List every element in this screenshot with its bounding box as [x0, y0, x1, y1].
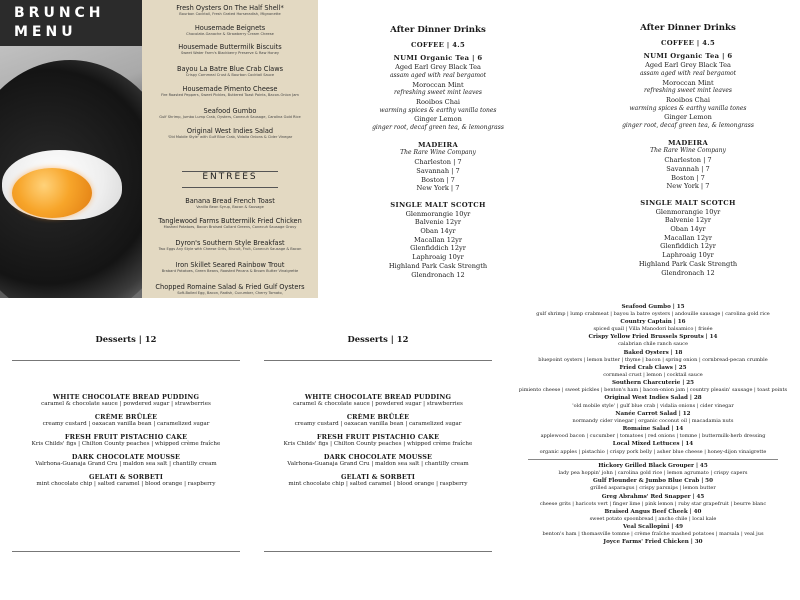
dessert-name: WHITE CHOCOLATE BREAD PUDDING	[304, 393, 452, 401]
drinks-coffee: COFFEE | 4.5	[411, 40, 465, 49]
dinner-item-desc: applewood bacon | cucumber | tomatoes | red onions | tomme | buttermilk-herb dressing	[540, 433, 766, 440]
tea-name: Rooibos Chai	[415, 97, 460, 106]
madeira-item: New York | 7	[666, 182, 710, 191]
madeira-heading: MADEIRA	[417, 140, 459, 149]
brunch-item-desc: Gulf Shrimp, Jumbo Lump Crab, Oysters, Conecuh Sausage, Carolina Gold Rice	[159, 115, 301, 119]
scotch-item: Laphroaig 10yr	[412, 253, 464, 262]
desserts-list	[260, 388, 496, 488]
drinks-title: After Dinner Drinks	[390, 25, 486, 35]
dinner-item-desc: 'old mobile style' | gulf blue crab | vidalia onions | cider vinegar	[572, 402, 734, 409]
brunch-item	[142, 24, 318, 37]
dinner-item-name: Seafood Gumbo | 15	[621, 303, 685, 310]
entree-item	[142, 197, 318, 210]
entree-item-desc: Soft-Boiled Egg, Bacon, Radish, Cucumber, Cherry Tomato,	[177, 291, 283, 295]
desserts-rule-bottom	[12, 551, 240, 552]
tea-note: refreshing sweet mint leaves	[393, 89, 483, 97]
tea-name: Aged Earl Grey Black Tea	[645, 61, 731, 70]
scotch-item: Oban 14yr	[670, 225, 706, 234]
entree-item-name: Iron Skillet Seared Rainbow Trout	[175, 261, 285, 269]
scotch-item: Balvenie 12yr	[414, 218, 462, 227]
dessert-name: CRÈME BRÛLÉE	[94, 413, 158, 421]
scotch-item: Glenmorangie 10yr	[655, 207, 721, 216]
desserts-menu-copy	[260, 330, 496, 560]
brunch-item-desc: Crispy Cornmeal Crust & Bourbon Cocktail Sauce	[185, 73, 275, 77]
dessert-name: DARK CHOCOLATE MOUSSE	[323, 453, 433, 461]
dessert-name: GELATI & SORBETI	[340, 473, 416, 481]
brunch-item-name: Housemade Pimento Cheese	[182, 85, 278, 93]
desserts-rule-top	[264, 360, 492, 361]
scotch-item: Glenfiddich 12yr	[410, 244, 466, 253]
brunch-item	[142, 107, 318, 120]
dinner-item-desc: bluepoint oysters | lemon butter | thyme | bacon | spring onion | cornbread-pecan crumble	[538, 356, 768, 363]
entree-item-name: Tanglewood Farms Buttermilk Fried Chicken	[158, 217, 302, 225]
dinner-item-desc: normandy cider vinegar | organic coconut oil | macadamia nuts	[572, 417, 734, 424]
dinner-item-desc: cheese grits | haricots vert | finger lime | pink lemon | ruby star grapefruit | beurre blanc	[539, 500, 767, 507]
dessert-desc: Kris Childs' figs | Chilton County peaches | whipped crème fraîche	[283, 441, 473, 447]
dinner-item-desc: cornmeal crust | lemon | cocktail sauce	[603, 372, 703, 379]
brunch-item-desc: Fire Roasted Peppers, Sweet Pickles, Buttered Toast Points, Bacon-Onion Jam	[161, 93, 299, 97]
dinner-item-desc: lady pea hoppin' john | carolina gold rice | lemon agrumato | crispy capers	[558, 470, 748, 477]
brunch-item	[142, 127, 318, 140]
desserts-menu	[8, 330, 244, 560]
scotch-item: Glenmorangie 10yr	[405, 209, 471, 218]
dinner-item-name: Southern Charcuterie | 25	[611, 380, 695, 387]
madeira-item: Boston | 7	[671, 173, 705, 182]
dinner-item-name: Gulf Flounder & Jumbo Blue Crab | 50	[593, 478, 713, 485]
brunch-item-desc: 'Old Mobile Style' with Gulf Blue Crab, Vidalia Onions & Cider Vinegar	[167, 135, 293, 139]
dinner-item-name: Crispy Yellow Fried Brussels Sprouts | 14	[588, 334, 718, 341]
scotch-item: Oban 14yr	[420, 227, 456, 236]
tea-note: refreshing sweet mint leaves	[643, 87, 733, 95]
dinner-item-name: Veal Scallopini | 49	[622, 524, 684, 531]
brunch-item-name: Housemade Buttermilk Biscuits	[178, 43, 282, 51]
dessert-name: FRESH FRUIT PISTACHIO CAKE	[64, 433, 188, 441]
tea-note: assam aged with real bergamot	[389, 71, 487, 79]
brunch-item-desc: Sweet Water Farm's Blackberry Preserve & Raw Honey	[180, 51, 280, 55]
tea-name: Moroccan Mint	[412, 80, 464, 89]
dinner-item-desc: spiced quail | Villa Manodori balsamico | frisée	[593, 326, 713, 333]
dinner-item-name: Braised Angus Beef Cheek | 40	[604, 508, 702, 515]
brunch-item-desc: Bourbon Cocktail, Fresh Grated Horseradish, Mignonette	[179, 12, 281, 16]
entree-item-desc: Two Eggs Any Style with Cheese Grits, Biscuit, Fruit, Conecuh Sausage & Bacon	[158, 247, 302, 251]
entree-item-desc: Vanilla Bean Syrup, Bacon & Sausage	[196, 205, 264, 209]
brunch-item-name: Housemade Beignets	[194, 24, 266, 32]
brunch-item-name: Seafood Gumbo	[203, 107, 257, 115]
entree-item-name: Chopped Romaine Salad & Fried Gulf Oysters	[155, 283, 305, 291]
brunch-menu	[0, 0, 318, 298]
desserts-title: Desserts | 12	[347, 334, 409, 344]
entree-item	[142, 217, 318, 230]
brunch-title	[14, 4, 105, 42]
dinner-item-desc: gulf shrimp | lump crabmeat | bayou la batre oysters | andouille sausage | carolina gold rice	[536, 310, 770, 317]
dessert-desc: caramel & chocolate sauce | powdered sugar | strawberries	[41, 401, 211, 407]
entree-item-name: Banana Bread French Toast	[185, 197, 275, 205]
brunch-title-line2: MENU	[14, 24, 77, 40]
entree-item-desc: Mashed Potatoes, Bacon Braised Collard Greens, Conecuh Sausage Gravy	[163, 225, 297, 229]
dessert-desc: mint chocolate chip | salted caramel | blood orange | raspberry	[36, 481, 216, 487]
tea-name: Aged Earl Grey Black Tea	[395, 63, 481, 72]
dinner-item-name: Local Mixed Lettuces | 14	[612, 441, 694, 448]
dinner-item-name: Hickory Grilled Black Grouper | 45	[598, 462, 708, 469]
desserts-title: Desserts | 12	[95, 334, 157, 344]
entree-item	[142, 239, 318, 252]
madeira-item: Charleston | 7	[414, 158, 462, 167]
dinner-item-name: Nanée Carrot Salad | 12	[615, 410, 691, 417]
dessert-name: FRESH FRUIT PISTACHIO CAKE	[316, 433, 440, 441]
entree-item-name: Dyron's Southern Style Breakfast	[175, 239, 285, 247]
egg-yolk-shape	[12, 168, 92, 218]
scotch-item: Laphroaig 10yr	[662, 251, 714, 260]
tea-name: Ginger Lemon	[414, 115, 462, 124]
desserts-list	[8, 388, 244, 488]
dinner-item-desc: benton's ham | thomasville tomme | crème fraîche mashed potatoes | marsala | veal jus	[542, 531, 764, 538]
scotch-heading: SINGLE MALT SCOTCH	[640, 198, 736, 207]
dessert-desc: mint chocolate chip | salted caramel | blood orange | raspberry	[288, 481, 468, 487]
dessert-name: CRÈME BRÛLÉE	[346, 413, 410, 421]
tea-note: warming spices & earthy vanilla tones	[629, 104, 747, 112]
brunch-item-list	[142, 0, 318, 298]
madeira-house: The Rare Wine Company	[400, 149, 476, 157]
dessert-desc: caramel & chocolate sauce | powdered sugar | strawberries	[293, 401, 463, 407]
scotch-item: Macallan 12yr	[663, 233, 713, 242]
dinner-item-name: Romaine Salad | 14	[622, 426, 684, 433]
drinks-menu-copy	[578, 20, 798, 277]
entree-item	[142, 261, 318, 274]
tea-name: Moroccan Mint	[662, 78, 714, 87]
dessert-desc: creamy custard | oaxacan vanilla bean | caramelized sugar	[294, 421, 462, 427]
drinks-tea-heading: NUMI Organic Tea | 6	[393, 54, 483, 63]
brunch-item-name: Fresh Oysters On The Half Shell*	[176, 4, 284, 12]
madeira-item: Savannah | 7	[416, 166, 460, 175]
drinks-menu	[328, 22, 548, 279]
scotch-item: Highland Park Cask Strength	[638, 259, 738, 268]
dinner-item-name: Country Captain | 16	[620, 318, 686, 325]
dinner-item-desc: grilled asparagus | crispy parsnips | lemon butter	[590, 485, 716, 492]
dinner-section-rule	[528, 459, 778, 460]
brunch-title-line1: BRUNCH	[14, 5, 105, 21]
tea-name: Ginger Lemon	[664, 113, 712, 122]
brunch-title-box	[0, 0, 142, 46]
tea-note: ginger root, decaf green tea, & lemongrass	[372, 124, 504, 132]
brunch-item-name: Original West Indies Salad	[186, 127, 274, 135]
dessert-desc: creamy custard | oaxacan vanilla bean | caramelized sugar	[42, 421, 210, 427]
brunch-item-desc: Chocolate-Ganache & Strawberry Cream Cheese	[186, 32, 274, 36]
tea-name: Rooibos Chai	[665, 95, 710, 104]
madeira-heading: MADEIRA	[667, 138, 709, 147]
brunch-item	[142, 4, 318, 17]
dinner-item-name: Baked Oysters | 18	[623, 349, 683, 356]
scotch-item: Glendronach 12	[661, 268, 715, 277]
dessert-desc: Valrhona-Guanaja Grand Cru | maldon sea salt | chantilly cream	[35, 461, 217, 467]
dinner-item-name: Greg Abrahms' Red Snapper | 45	[601, 493, 705, 500]
brunch-item	[142, 43, 318, 56]
tea-note: warming spices & earthy vanilla tones	[379, 106, 497, 114]
scotch-item: Glenfiddich 12yr	[660, 242, 716, 251]
madeira-item: Charleston | 7	[664, 156, 712, 165]
desserts-rule-top	[12, 360, 240, 361]
tea-note: ginger root, decaf green tea, & lemongrass	[622, 122, 754, 130]
scotch-heading: SINGLE MALT SCOTCH	[390, 200, 486, 209]
dessert-name: GELATI & SORBETI	[88, 473, 164, 481]
dinner-item-desc: organic apples | pistachio | crispy pork belly | asher blue cheese | honey-dijon vinaigrette	[539, 448, 767, 455]
scotch-item: Glendronach 12	[411, 270, 465, 279]
madeira-item: Boston | 7	[421, 175, 455, 184]
tea-note: assam aged with real bergamot	[639, 69, 737, 77]
entrees-rule-bottom	[182, 187, 278, 188]
entree-item-desc: Brabant Potatoes, Green Beans, Roasted Pecans & Brown Butter Vinaigrette	[161, 269, 299, 273]
dinner-item-name: Fried Crab Claws | 25	[619, 364, 687, 371]
brunch-item	[142, 85, 318, 98]
drinks-coffee: COFFEE | 4.5	[661, 38, 715, 47]
dinner-item-desc: sweet potato spoonbread | ancho chile | local kale	[589, 516, 717, 523]
dinner-menu	[506, 298, 800, 600]
brunch-item	[142, 65, 318, 78]
scotch-item: Macallan 12yr	[413, 235, 463, 244]
dinner-item-desc: calabrian chile ranch sauce	[618, 341, 688, 348]
dessert-name: DARK CHOCOLATE MOUSSE	[71, 453, 181, 461]
madeira-item: Savannah | 7	[666, 164, 710, 173]
entree-item	[142, 283, 318, 296]
drinks-title: After Dinner Drinks	[640, 23, 736, 33]
scotch-item: Balvenie 12yr	[664, 216, 712, 225]
drinks-tea-heading: NUMI Organic Tea | 6	[643, 52, 733, 61]
brunch-item-name: Bayou La Batre Blue Crab Claws	[176, 65, 284, 73]
entrees-heading: ENTREES	[202, 172, 258, 182]
dinner-item-name: Joyce Farms' Fried Chicken | 30	[603, 539, 703, 546]
dessert-desc: Valrhona-Guanaja Grand Cru | maldon sea salt | chantilly cream	[287, 461, 469, 467]
dinner-item-desc: pimiento cheese | sweet pickles | benton's ham | bacon-onion jam | country pleasin' sausage | toast points	[518, 387, 788, 394]
scotch-item: Highland Park Cask Strength	[388, 261, 488, 270]
madeira-item: New York | 7	[416, 184, 460, 193]
dessert-desc: Kris Childs' figs | Chilton County peaches | whipped crème fraîche	[31, 441, 221, 447]
dessert-name: WHITE CHOCOLATE BREAD PUDDING	[52, 393, 200, 401]
madeira-house: The Rare Wine Company	[650, 147, 726, 155]
dinner-item-name: Original West Indies Salad | 28	[604, 395, 702, 402]
desserts-rule-bottom	[264, 551, 492, 552]
